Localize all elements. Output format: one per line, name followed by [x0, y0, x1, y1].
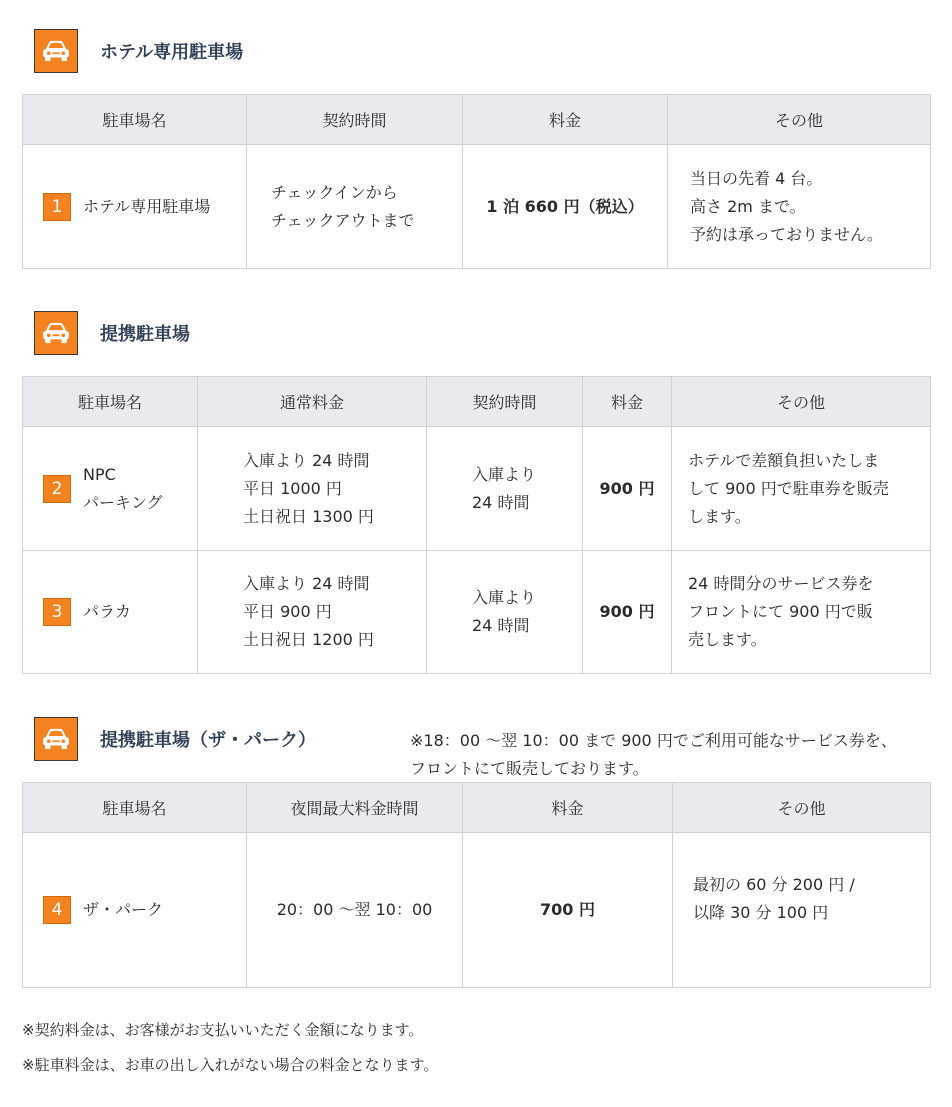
- contract-time-cell: 入庫より 24 時間: [427, 551, 583, 674]
- hotel-parking-table: [22, 94, 931, 269]
- header-cell: その他: [673, 783, 931, 833]
- header-cell: 駐車場名: [23, 783, 247, 833]
- header-cell: 駐車場名: [23, 95, 247, 145]
- parking-name-cell: [23, 427, 198, 551]
- parking-name: ザ・パーク: [83, 900, 164, 919]
- parking-name-cell: [23, 551, 198, 674]
- section-heading-the-park: [34, 717, 316, 761]
- contract-time-cell: チェックインから チェックアウトまで: [247, 145, 463, 269]
- night-time-cell: 20：00 ～翌 10：00: [247, 833, 463, 988]
- number-badge: 4: [43, 896, 71, 924]
- partner-parking-table: [22, 376, 931, 674]
- table-header-row: [23, 95, 931, 145]
- number-badge: 3: [43, 598, 71, 626]
- header-cell: 料金: [463, 783, 673, 833]
- fee-cell: 700 円: [463, 833, 673, 988]
- section-title: 提携駐車場（ザ・パーク）: [100, 730, 316, 751]
- parking-name-cell: [23, 833, 247, 988]
- header-cell: 夜間最大料金時間: [247, 783, 463, 833]
- fee-cell: 1 泊 660 円（税込）: [463, 145, 668, 269]
- header-cell: 契約時間: [247, 95, 463, 145]
- table-row: [23, 833, 931, 988]
- header-cell: 料金: [583, 377, 672, 427]
- number-badge: 1: [43, 193, 71, 221]
- the-park-table: [22, 782, 931, 988]
- header-cell: 通常料金: [198, 377, 427, 427]
- section-title: ホテル専用駐車場: [100, 42, 244, 63]
- car-icon: [34, 717, 78, 761]
- other-cell: ホテルで差額負担いたしま して 900 円で駐車券を販売 します。: [672, 427, 931, 551]
- service-ticket-note: ※18：00 ～翌 10：00 まで 900 円でご利用可能なサービス券を、 フロントにて販売しております。: [410, 731, 897, 778]
- header-cell: 契約時間: [427, 377, 583, 427]
- table-row: [23, 145, 931, 269]
- header-cell: その他: [668, 95, 931, 145]
- normal-fee-cell: 入庫より 24 時間 平日 900 円 土日祝日 1200 円: [198, 551, 427, 674]
- section-heading-partner: [34, 311, 190, 355]
- car-icon: [34, 29, 78, 73]
- section-heading-hotel: [34, 29, 243, 73]
- section-title: 提携駐車場: [100, 324, 190, 345]
- normal-fee-cell: 入庫より 24 時間 平日 1000 円 土日祝日 1300 円: [198, 427, 427, 551]
- other-cell: 24 時間分のサービス券を フロントにて 900 円で販 売します。: [672, 551, 931, 674]
- table-row: [23, 427, 931, 551]
- fee-cell: 900 円: [583, 551, 672, 674]
- header-cell: その他: [672, 377, 931, 427]
- number-badge: 2: [43, 475, 71, 503]
- other-cell: 当日の先着 4 台。 高さ 2m まで。 予約は承っておりません。: [668, 145, 931, 269]
- header-cell: 料金: [463, 95, 668, 145]
- table-header-row: [23, 377, 931, 427]
- parking-name: NPC パーキング: [83, 464, 163, 512]
- table-row: [23, 551, 931, 674]
- footnote-contract-fee: ※契約料金は、お客様がお支払いいただく金額になります。: [22, 1021, 424, 1039]
- parking-name: ホテル専用駐車場: [83, 196, 211, 216]
- footnote-parking-fee: ※駐車料金は、お車の出し入れがない場合の料金となります。: [22, 1056, 439, 1074]
- car-icon: [34, 311, 78, 355]
- fee-cell: 900 円: [583, 427, 672, 551]
- other-cell: 最初の 60 分 200 円 / 以降 30 分 100 円: [673, 833, 931, 988]
- parking-name-cell: [23, 145, 247, 269]
- parking-name: パラカ: [83, 602, 132, 621]
- contract-time-cell: 入庫より 24 時間: [427, 427, 583, 551]
- header-cell: 駐車場名: [23, 377, 198, 427]
- table-header-row: [23, 783, 931, 833]
